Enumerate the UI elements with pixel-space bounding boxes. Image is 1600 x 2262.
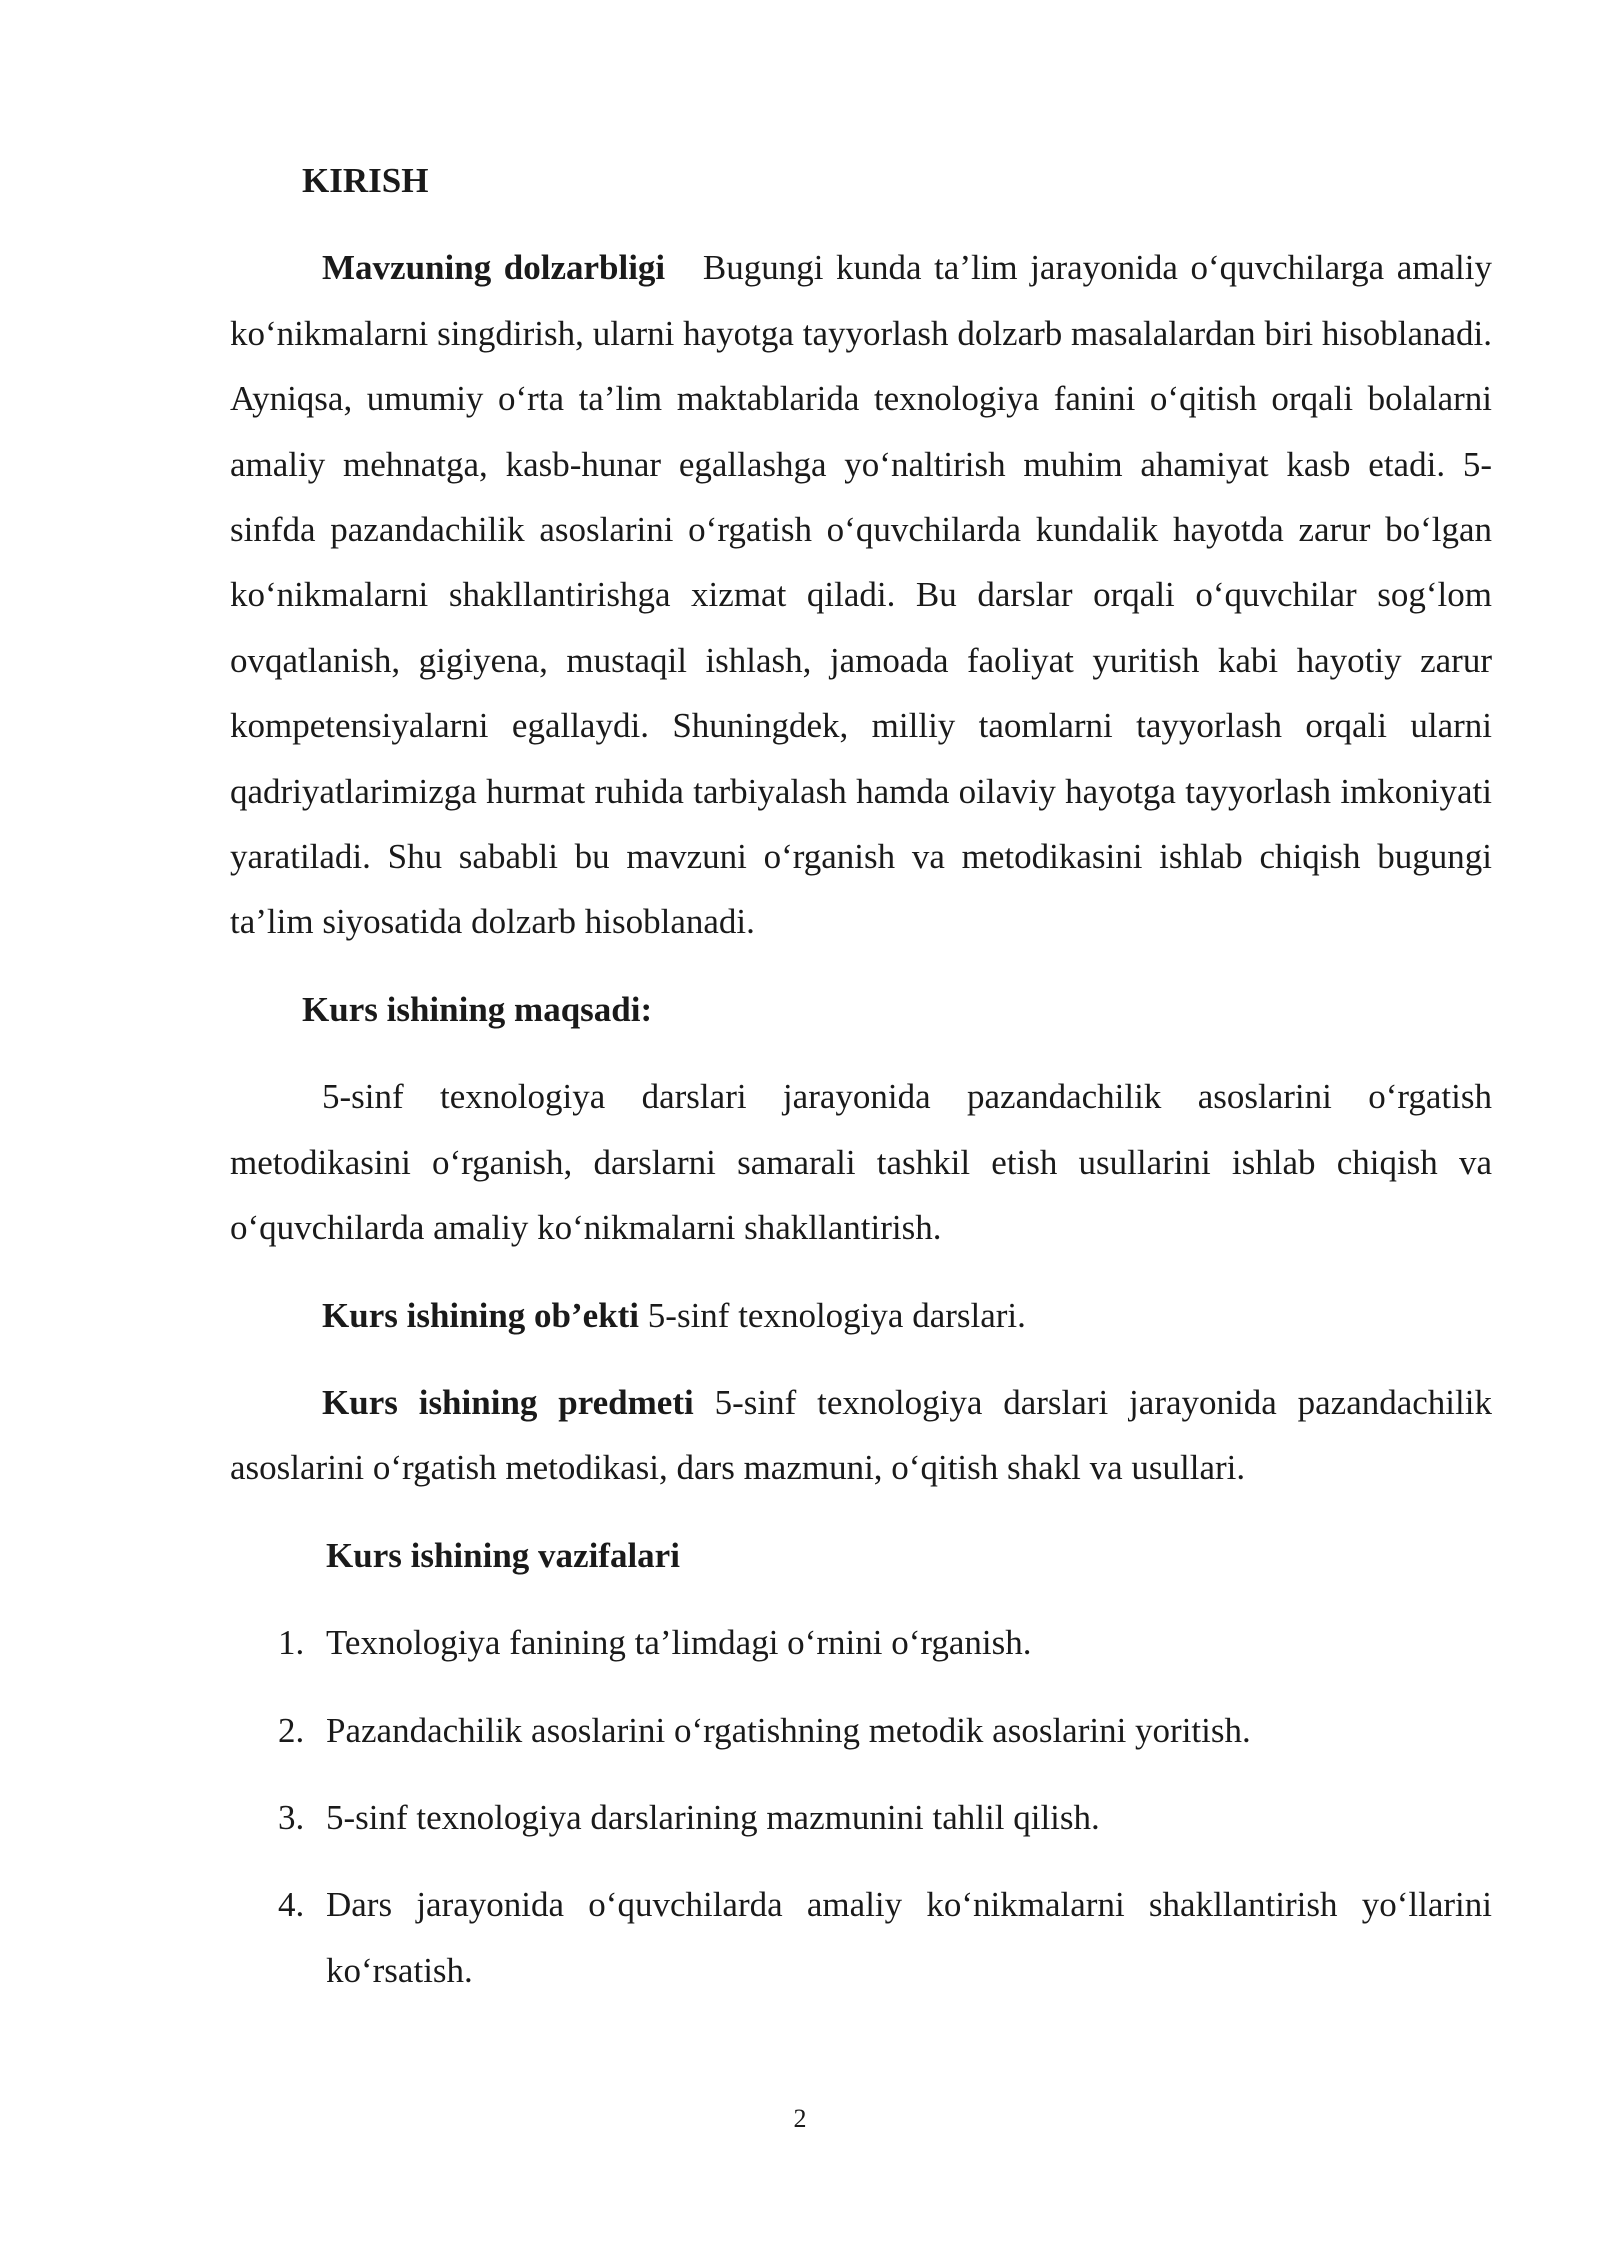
relevance-label: Mavzuning dolzarbligi (322, 248, 666, 288)
list-item-text: 5-sinf texnologiya darslarining mazmunini tahlil qilish. (326, 1797, 1100, 1837)
list-item-number: 4. (278, 1885, 305, 1925)
list-item (230, 1785, 1492, 1850)
page-number: 2 (793, 2104, 807, 2133)
tasks-list (230, 1610, 1492, 2003)
list-item-number: 1. (278, 1623, 305, 1663)
list-item-text: Texnologiya fanining ta’limdagi o‘rnini o‘rganish. (326, 1623, 1032, 1663)
list-item-number: 2. (278, 1710, 305, 1750)
section-heading: KIRISH (302, 161, 429, 200)
object-paragraph (230, 1283, 1492, 1348)
subject-paragraph (230, 1370, 1492, 1501)
list-item-number: 3. (278, 1797, 305, 1837)
list-item (230, 1698, 1492, 1763)
subject-label: Kurs ishining predmeti (322, 1382, 694, 1422)
tasks-title: Kurs ishining vazifalari (326, 1535, 680, 1575)
list-item-text: Pazandachilik asoslarini o‘rgatishning metodik asoslarini yoritish. (326, 1710, 1251, 1750)
page-content (230, 148, 1492, 2025)
list-item (230, 1610, 1492, 1675)
list-item (230, 1872, 1492, 2003)
goal-title: Kurs ishining maqsadi: (302, 989, 653, 1029)
object-text: 5-sinf texnologiya darslari. (647, 1295, 1026, 1335)
list-item-text: Dars jarayonida o‘quvchilarda amaliy ko‘nikmalarni shakllantirish yo‘llarini ko‘rsatish. (326, 1885, 1492, 1990)
subject-text: 5-sinf texnologiya darslari jarayonida pazandachilik asoslarini o‘rgatish metodikasi, dars mazmuni, o‘qitish shakl va usullari. (230, 1382, 1492, 1488)
relevance-paragraph (230, 235, 1492, 954)
relevance-text: Bugungi kunda ta’lim jarayonida o‘quvchilarga amaliy ko‘nikmalarni singdirish, ularni hayotga tayyorlash dolzarb masalalardan biri hisoblanadi. Ayniqsa, umumiy o‘rta ta’lim maktablarida texnologiya fanini o‘qitish orqali bolalarni amaliy mehnatga, kasb-hunar egallashga yo‘naltirish muhim ahamiyat kasb etadi. 5-sinfda pazandachilik asoslarini o‘rgatish o‘quvchilarda kundalik hayotda zarur bo‘lgan ko‘nikmalarni shakllantirishga xizmat qiladi. Bu darslar orqali o‘quvchilar sog‘lom ovqatlanish, gigiyena, mustaqil ishlash, jamoada faoliyat yuritish kabi hayotiy zarur kompetensiyalarni egallaydi. Shuningdek, milliy taomlarni tayyorlash orqali ularni qadriyatlarimizga hurmat ruhida tarbiyalash hamda oilaviy hayotga tayyorlash imkoniyati yaratiladi. Shu sababli bu mavzuni o‘rganish va metodikasini ishlab chiqish bugungi ta’lim siyosatida dolzarb hisoblanadi. (230, 248, 1493, 942)
goal-paragraph: 5-sinf texnologiya darslari jarayonida pazandachilik asoslarini o‘rgatish metodikasini o‘rganish, darslarni samarali tashkil etish usullarini ishlab chiqish va o‘quvchilarda amaliy ko‘nikmalarni shakllantirish. (230, 1077, 1492, 1248)
object-label: Kurs ishining ob’ekti (322, 1295, 640, 1335)
